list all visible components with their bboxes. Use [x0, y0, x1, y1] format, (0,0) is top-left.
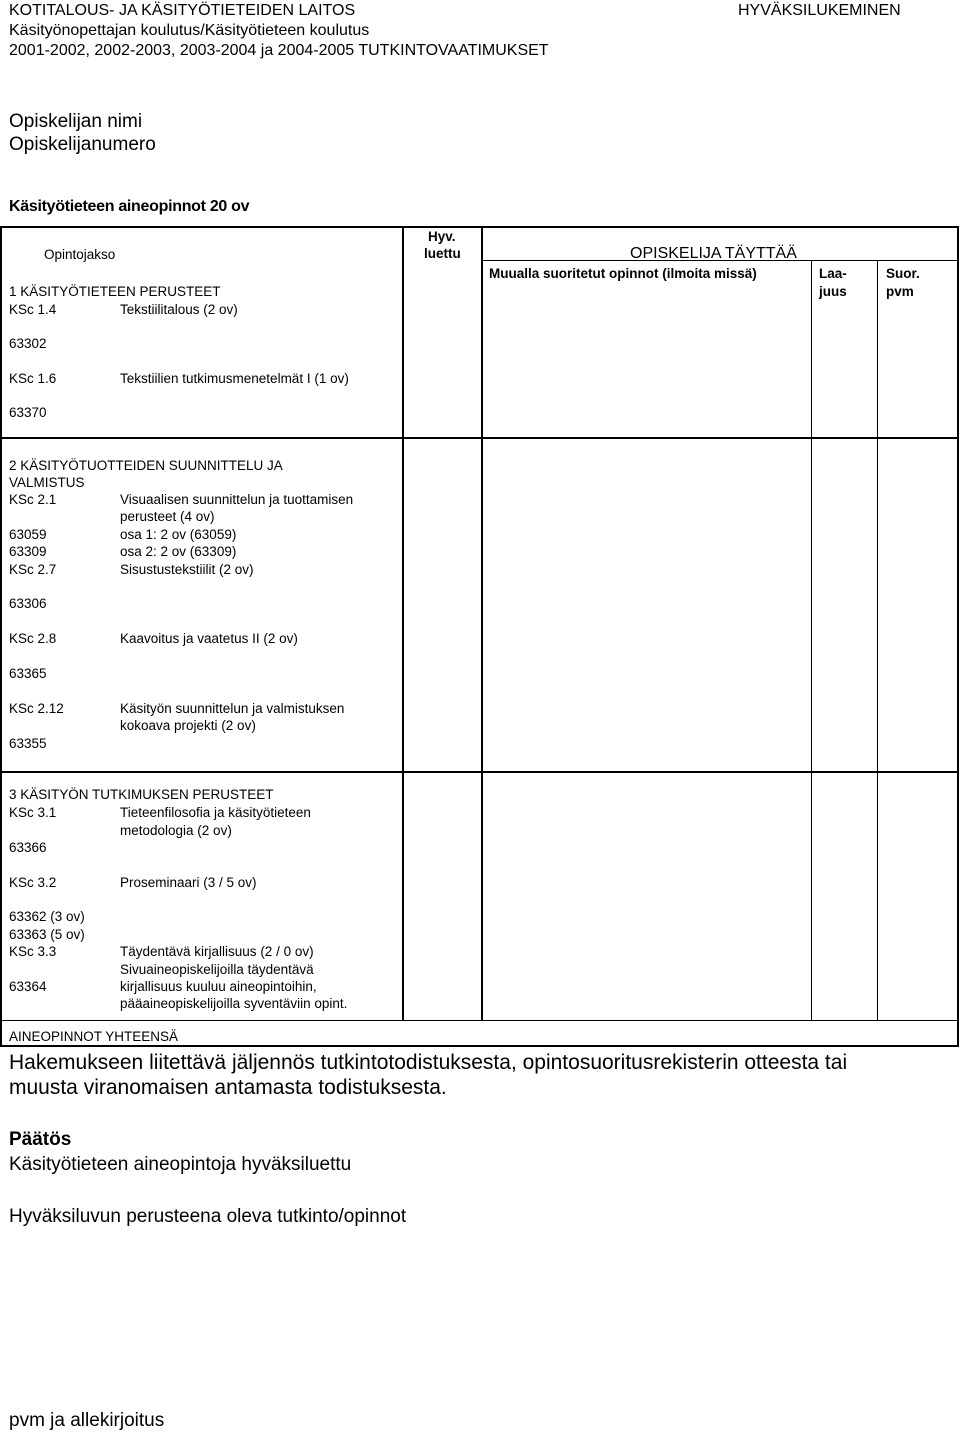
attachment-note-line2: muusta viranomaisen antamasta todistuksesta.	[9, 1076, 447, 1099]
col-approved-header-2: luettu	[424, 246, 461, 261]
student-name-label: Opiskelijan nimi	[9, 111, 143, 132]
course-name: Tekstiilien tutkimusmenetelmät I (1 ov)	[120, 371, 349, 386]
col-elsewhere-header: Muualla suoritetut opinnot (ilmoita missä)	[489, 266, 757, 281]
document-type: HYVÄKSILUKEMINEN	[738, 2, 901, 19]
course-code: KSc 3.3	[9, 944, 57, 959]
course-code: KSc 2.8	[9, 631, 57, 646]
course-number: 63366	[9, 840, 47, 855]
col-course-header: Opintojakso	[44, 247, 116, 262]
section-title: Käsityötieteen aineopinnot 20 ov	[9, 198, 250, 215]
col-scope-header-1: Laa-	[819, 266, 847, 281]
col-scope-header-2: juus	[819, 284, 847, 299]
col-date-header-2: pvm	[886, 284, 914, 299]
course-number: 63363 (5 ov)	[9, 927, 85, 942]
course-name: Proseminaari (3 / 5 ov)	[120, 875, 257, 890]
decision-title: Päätös	[9, 1129, 72, 1150]
student-fills-header: OPISKELIJA TÄYTTÄÄ	[630, 245, 797, 262]
decision-approved: Käsityötieteen aineopintoja hyväksiluettu	[9, 1154, 352, 1175]
col-date-header-1: Suor.	[886, 266, 920, 281]
course-name: Visuaalisen suunnittelun ja tuottamisen	[120, 492, 354, 507]
course-name: Tekstiilitalous (2 ov)	[120, 302, 238, 317]
attachment-note-line1: Hakemukseen liitettävä jäljennös tutkintotodistuksesta, opintosuoritusrekisterin otteesta tai	[9, 1051, 848, 1074]
course-part: osa 2: 2 ov (63309)	[120, 544, 237, 559]
course-number: 63370	[9, 405, 47, 420]
group-title: 1 KÄSITYÖTIETEEN PERUSTEET	[9, 284, 221, 299]
course-name-cont: Sivuaineopiskelijoilla täydentävä	[120, 962, 314, 977]
course-number: 63364	[9, 979, 47, 994]
group-title: 2 KÄSITYÖTUOTTEIDEN SUUNNITTELU JA	[9, 458, 283, 473]
course-name: Tieteenfilosofia ja käsityötieteen	[120, 805, 311, 820]
course-code: KSc 3.1	[9, 805, 57, 820]
course-code: KSc 2.1	[9, 492, 57, 507]
course-code: KSc 2.12	[9, 701, 64, 716]
course-name: Täydentävä kirjallisuus (2 / 0 ov)	[120, 944, 314, 959]
course-name: Käsityön suunnittelun ja valmistuksen	[120, 701, 345, 716]
decision-basis: Hyväksiluvun perusteena oleva tutkinto/opinnot	[9, 1206, 407, 1227]
group-title-cont: VALMISTUS	[9, 475, 85, 490]
course-number: 63362 (3 ov)	[9, 909, 85, 924]
course-number: 63309	[9, 544, 47, 559]
col-approved-header-1: Hyv.	[428, 229, 456, 244]
course-part: osa 1: 2 ov (63059)	[120, 527, 237, 542]
course-number: 63302	[9, 336, 47, 351]
department-name: KOTITALOUS- JA KÄSITYÖTIETEIDEN LAITOS	[9, 2, 356, 19]
course-code: KSc 3.2	[9, 875, 57, 890]
course-name-cont: metodologia (2 ov)	[120, 823, 232, 838]
course-code: KSc 1.6	[9, 371, 57, 386]
total-label: AINEOPINNOT YHTEENSÄ	[9, 1029, 179, 1044]
course-name-cont: perusteet (4 ov)	[120, 509, 215, 524]
course-name-cont: kokoava projekti (2 ov)	[120, 718, 256, 733]
course-number: 63306	[9, 596, 47, 611]
student-number-label: Opiskelijanumero	[9, 134, 156, 155]
course-name: Kaavoitus ja vaatetus II (2 ov)	[120, 631, 298, 646]
course-name-cont: kirjallisuus kuuluu aineopintoihin,	[120, 979, 317, 994]
course-name: Sisustustekstiilit (2 ov)	[120, 562, 254, 577]
course-code: KSc 2.7	[9, 562, 57, 577]
course-number: 63059	[9, 527, 47, 542]
signature-label: pvm ja allekirjoitus	[9, 1410, 165, 1431]
course-name-cont: pääaineopiskelijoilla syventäviin opint.	[120, 996, 348, 1011]
course-code: KSc 1.4	[9, 302, 57, 317]
course-number: 63365	[9, 666, 47, 681]
academic-years: 2001-2002, 2002-2003, 2003-2004 ja 2004-2005 TUTKINTOVAATIMUKSET	[9, 42, 549, 59]
program-name: Käsityönopettajan koulutus/Käsityötieteen koulutus	[9, 22, 370, 39]
group-title: 3 KÄSITYÖN TUTKIMUKSEN PERUSTEET	[9, 787, 274, 802]
course-number: 63355	[9, 736, 47, 751]
